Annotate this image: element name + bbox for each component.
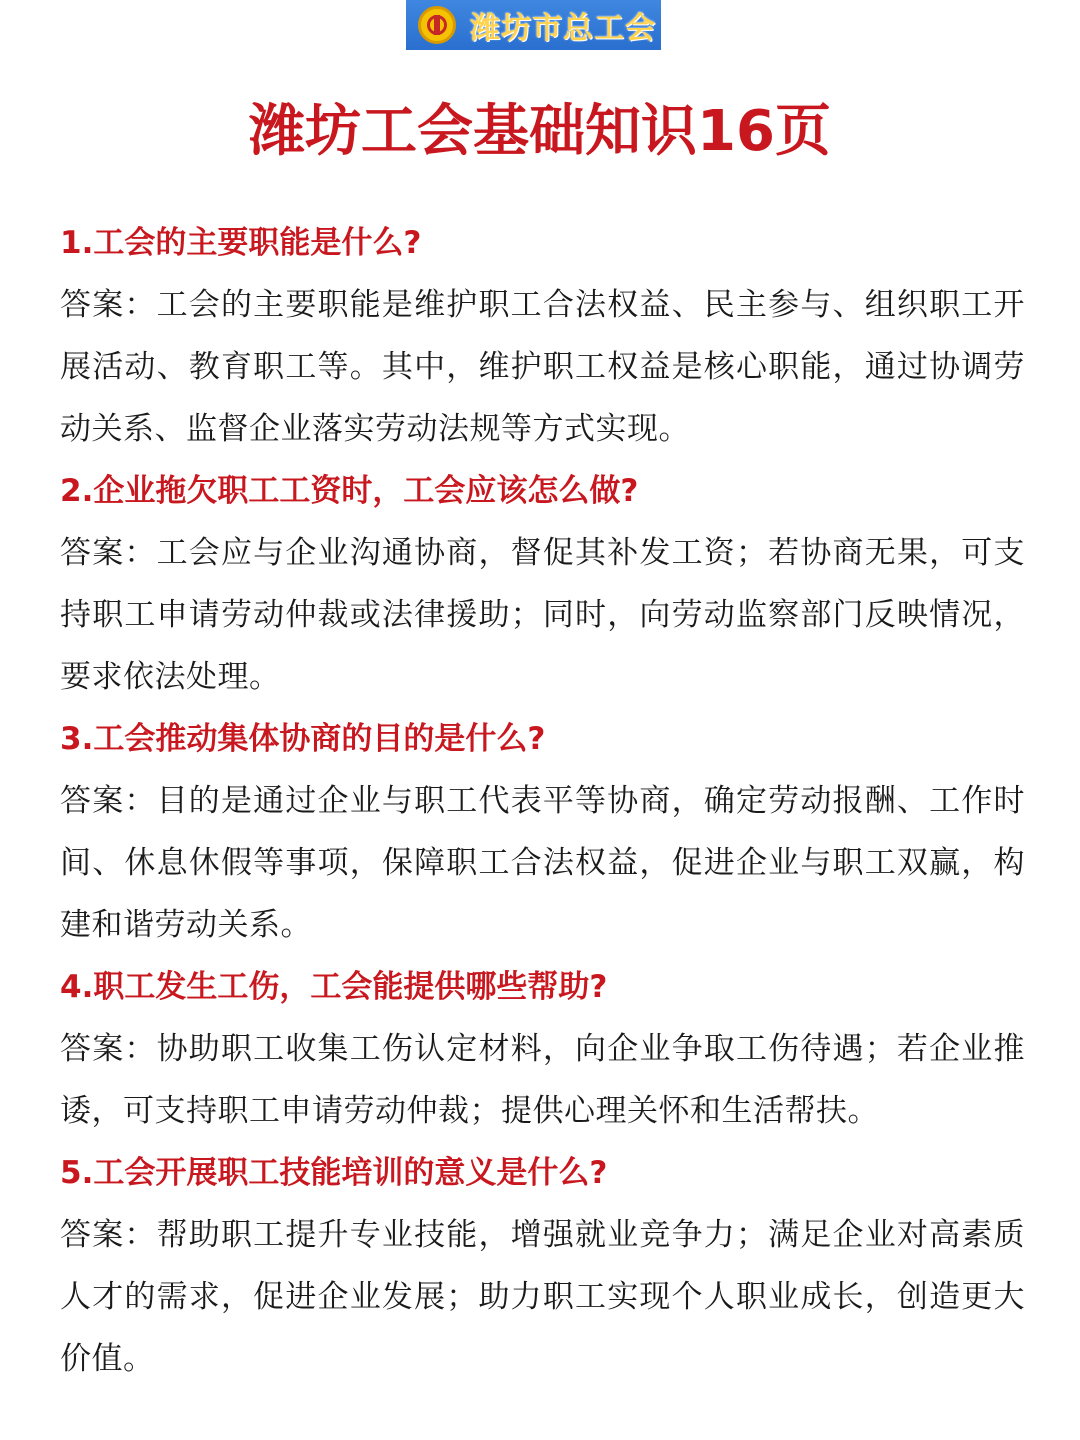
qa-list [60,212,1025,1390]
answer-5: 答案：帮助职工提升专业技能，增强就业竞争力；满足企业对高素质人才的需求，促进企业发展；助力职工实现个人职业成长，创造更大价值。 [60,1217,1025,1377]
answer-2: 答案：工会应与企业沟通协商，督促其补发工资；若协商无果，可支持职工申请劳动仲裁或法律援助；同时，向劳动监察部门反映情况，要求依法处理。 [60,535,1025,695]
question-1: 1.工会的主要职能是什么? [60,225,422,261]
question-3: 3.工会推动集体协商的目的是什么? [60,721,546,757]
page-title: 潍坊工会基础知识16页 [249,99,831,164]
header-banner [406,0,661,50]
question-4: 4.职工发生工伤，工会能提供哪些帮助? [60,969,608,1005]
banner-text: 潍坊市总工会 [470,11,656,46]
answer-4: 答案：协助职工收集工伤认定材料，向企业争取工伤待遇；若企业推诿，可支持职工申请劳动仲裁；提供心理关怀和生活帮扶。 [60,1031,1025,1129]
answer-1: 答案：工会的主要职能是维护职工合法权益、民主参与、组织职工开展活动、教育职工等。其中，维护职工权益是核心职能，通过协调劳动关系、监督企业落实劳动法规等方式实现。 [60,287,1025,447]
answer-3: 答案：目的是通过企业与职工代表平等协商，确定劳动报酬、工作时间、休息休假等事项，保障职工合法权益，促进企业与职工双赢，构建和谐劳动关系。 [60,783,1025,943]
question-5: 5.工会开展职工技能培训的意义是什么? [60,1155,608,1191]
trade-union-emblem-icon [418,6,456,44]
question-2: 2.企业拖欠职工工资时，工会应该怎么做? [60,473,639,509]
